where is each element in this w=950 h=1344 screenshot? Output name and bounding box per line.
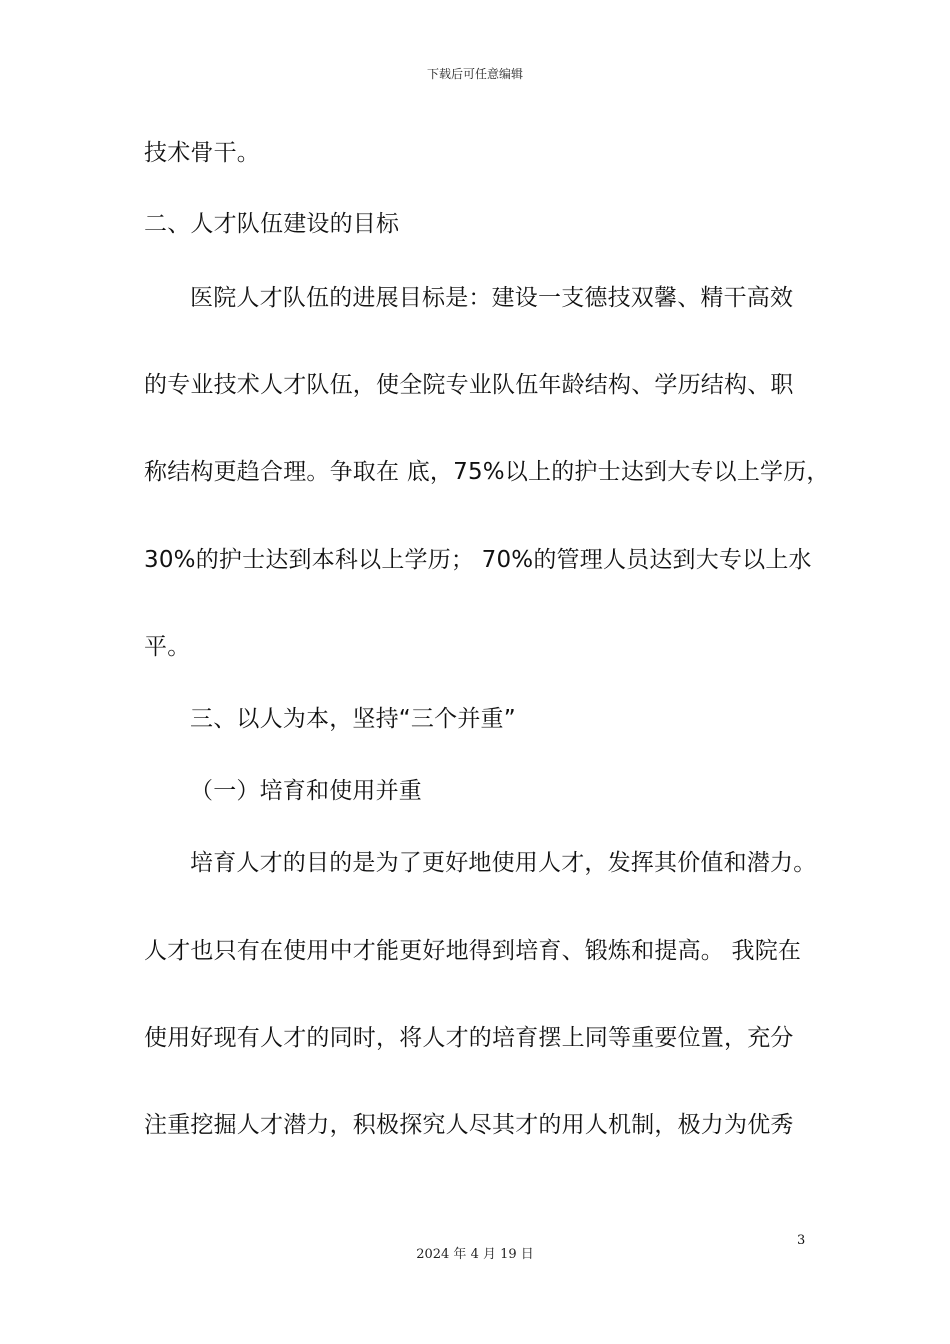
body-line: 培育人才的目的是为了更好地使用人才，发挥其价值和潜力。 [190, 850, 817, 876]
section-heading: 三、以人为本，坚持“三个并重” [190, 706, 516, 732]
page-footer-date: 2024 年 4 月 19 日 [416, 1247, 534, 1262]
body-line: 医院人才队伍的进展目标是：建设一支德技双馨、精干高效 [190, 285, 794, 311]
body-line: 注重挖掘人才潜力，积极探究人尽其才的用人机制，极力为优秀 [144, 1112, 794, 1138]
body-line: 的专业技术人才队伍，使全院专业队伍年龄结构、学历结构、职 [144, 372, 794, 398]
body-line: 使用好现有人才的同时，将人才的培育摆上同等重要位置，充分 [144, 1025, 794, 1051]
body-line: 人才也只有在使用中才能更好地得到培育、锻炼和提高。 我院在 [144, 938, 802, 964]
body-line: 平。 [144, 634, 191, 660]
body-line: 技术骨干。 [144, 140, 260, 166]
section-heading: 二、人才队伍建设的目标 [144, 211, 400, 237]
subsection-heading: （一）培育和使用并重 [190, 778, 422, 804]
page-header: 下载后可任意编辑 [426, 67, 523, 81]
body-line: 30%的护士达到本科以上学历； 70%的管理人员达到大专以上水 [144, 547, 812, 573]
page-number: 3 [797, 1233, 806, 1248]
body-line: 称结构更趋合理。争取在 底，75%以上的护士达到大专以上学历， [144, 459, 830, 485]
